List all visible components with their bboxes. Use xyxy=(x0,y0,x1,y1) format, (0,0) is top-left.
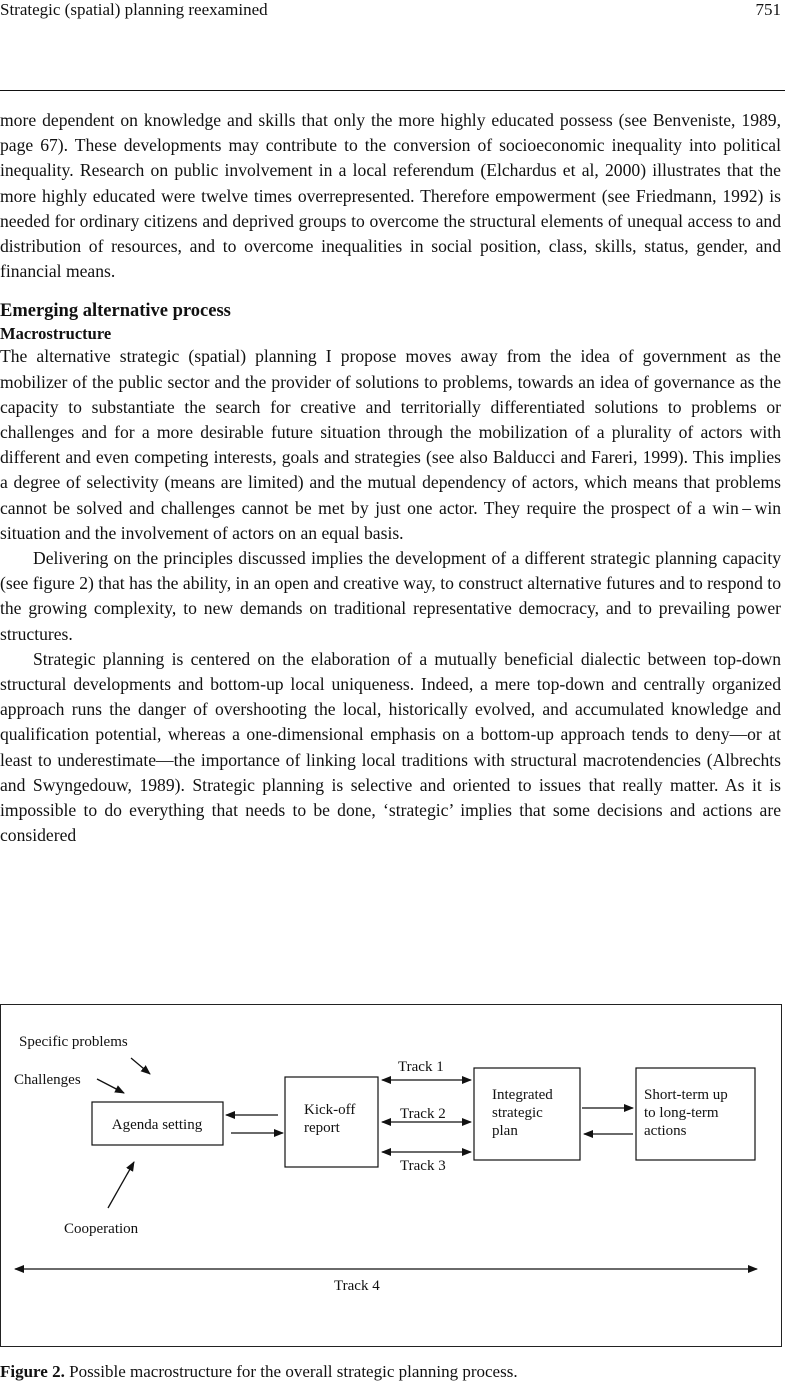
figure-2 xyxy=(0,1004,782,1347)
box-actions-label-3: actions xyxy=(644,1123,687,1139)
figure-caption xyxy=(0,1362,518,1382)
running-title: Strategic (spatial) planning reexamined xyxy=(0,0,268,19)
arrow-challenges xyxy=(97,1079,124,1093)
box-plan-label-3: plan xyxy=(492,1123,518,1139)
track-2-label: Track 2 xyxy=(400,1106,446,1122)
track-4-label: Track 4 xyxy=(334,1278,380,1294)
paragraph: Strategic planning is centered on the elaboration of a mutually beneficial dialectic between top-down structural developments and bottom-up local uniqueness. Indeed, a mere top-down and centrally organized approach runs the danger of overshooting the local, historically evolved, and accumulated knowledge and qualification potential, whereas a one-dimensional emphasis on a bottom-up approach tends to deny—or at least to underestimate—the importance of linking local traditions with structural macrotendencies (Albrechts and Swyngedouw, 1989). Strategic planning is selective and oriented to issues that really matter. As it is impossible to do everything that needs to be done, ‘strategic’ implies that some decisions and actions are considered xyxy=(0,648,781,846)
box-actions-label-1: Short-term up xyxy=(644,1087,728,1103)
box-kickoff-label-2: report xyxy=(304,1120,340,1136)
box-actions-label-2: to long-term xyxy=(644,1105,719,1121)
label-challenges: Challenges xyxy=(14,1072,81,1088)
box-plan-label-2: strategic xyxy=(492,1105,543,1121)
page-number: 751 xyxy=(755,0,781,19)
subsection-heading: Macrostructure xyxy=(0,324,112,344)
section-heading: Emerging alternative process xyxy=(0,301,231,322)
process-diagram xyxy=(1,1005,781,1346)
caption-label: Figure 2. xyxy=(0,1362,65,1381)
paragraph: The alternative strategic (spatial) planning I propose moves away from the idea of government as the mobilizer of the public sector and the provider of solutions to problems, towards an idea of governance as the capacity to substantiate the search for creative and territorially differentiated solutions to problems or challenges and for a more desirable future situation through the mobilization of a plurality of actors with different and even competing interests, goals and strategies (see also Balducci and Fareri, 1999). This implies a degree of selectivity (means are limited) and the mutual dependency of actors, which means that problems cannot be solved and challenges cannot be met by just one actor. They require the prospect of a win – win situation and the involvement of actors on an equal basis. xyxy=(0,346,781,543)
paragraph: Delivering on the principles discussed implies the development of a different strategic planning capacity (see figure 2) that has the ability, in an open and creative way, to construct alternative futures and to respond to the growing complexity, to new demands on traditional representative democracy, and to prevailing power structures. xyxy=(0,548,781,644)
box-agenda-label: Agenda setting xyxy=(111,1117,203,1133)
caption-text: Possible macrostructure for the overall strategic planning process. xyxy=(69,1362,518,1381)
track-1-label: Track 1 xyxy=(398,1059,444,1075)
paragraph: more dependent on knowledge and skills that only the more highly educated possess (see Benveniste, 1989, page 67). These developments may contribute to the conversion of socioeconomic inequality into political inequality. Research on public involvement in a local referendum (Elchardus et al, 2000) illustrates that the more highly educated were twelve times overrepresented. Therefore empowerment (see Friedmann, 1992) is needed for ordinary citizens and deprived groups to overcome the structural elements of unequal access to and distribution of resources, and to overcome inequalities in social position, class, skills, status, gender, and financial means. xyxy=(0,110,781,282)
box-kickoff-label-1: Kick-off xyxy=(304,1102,356,1118)
running-header xyxy=(0,0,785,24)
header-rule xyxy=(0,90,785,91)
label-cooperation: Cooperation xyxy=(64,1221,139,1237)
arrow-cooperation xyxy=(108,1162,134,1208)
label-specific-problems: Specific problems xyxy=(19,1034,128,1050)
box-plan-label-1: Integrated xyxy=(492,1087,553,1103)
body-text xyxy=(0,108,781,848)
arrow-specific-problems xyxy=(131,1058,150,1074)
track-3-label: Track 3 xyxy=(400,1158,446,1174)
